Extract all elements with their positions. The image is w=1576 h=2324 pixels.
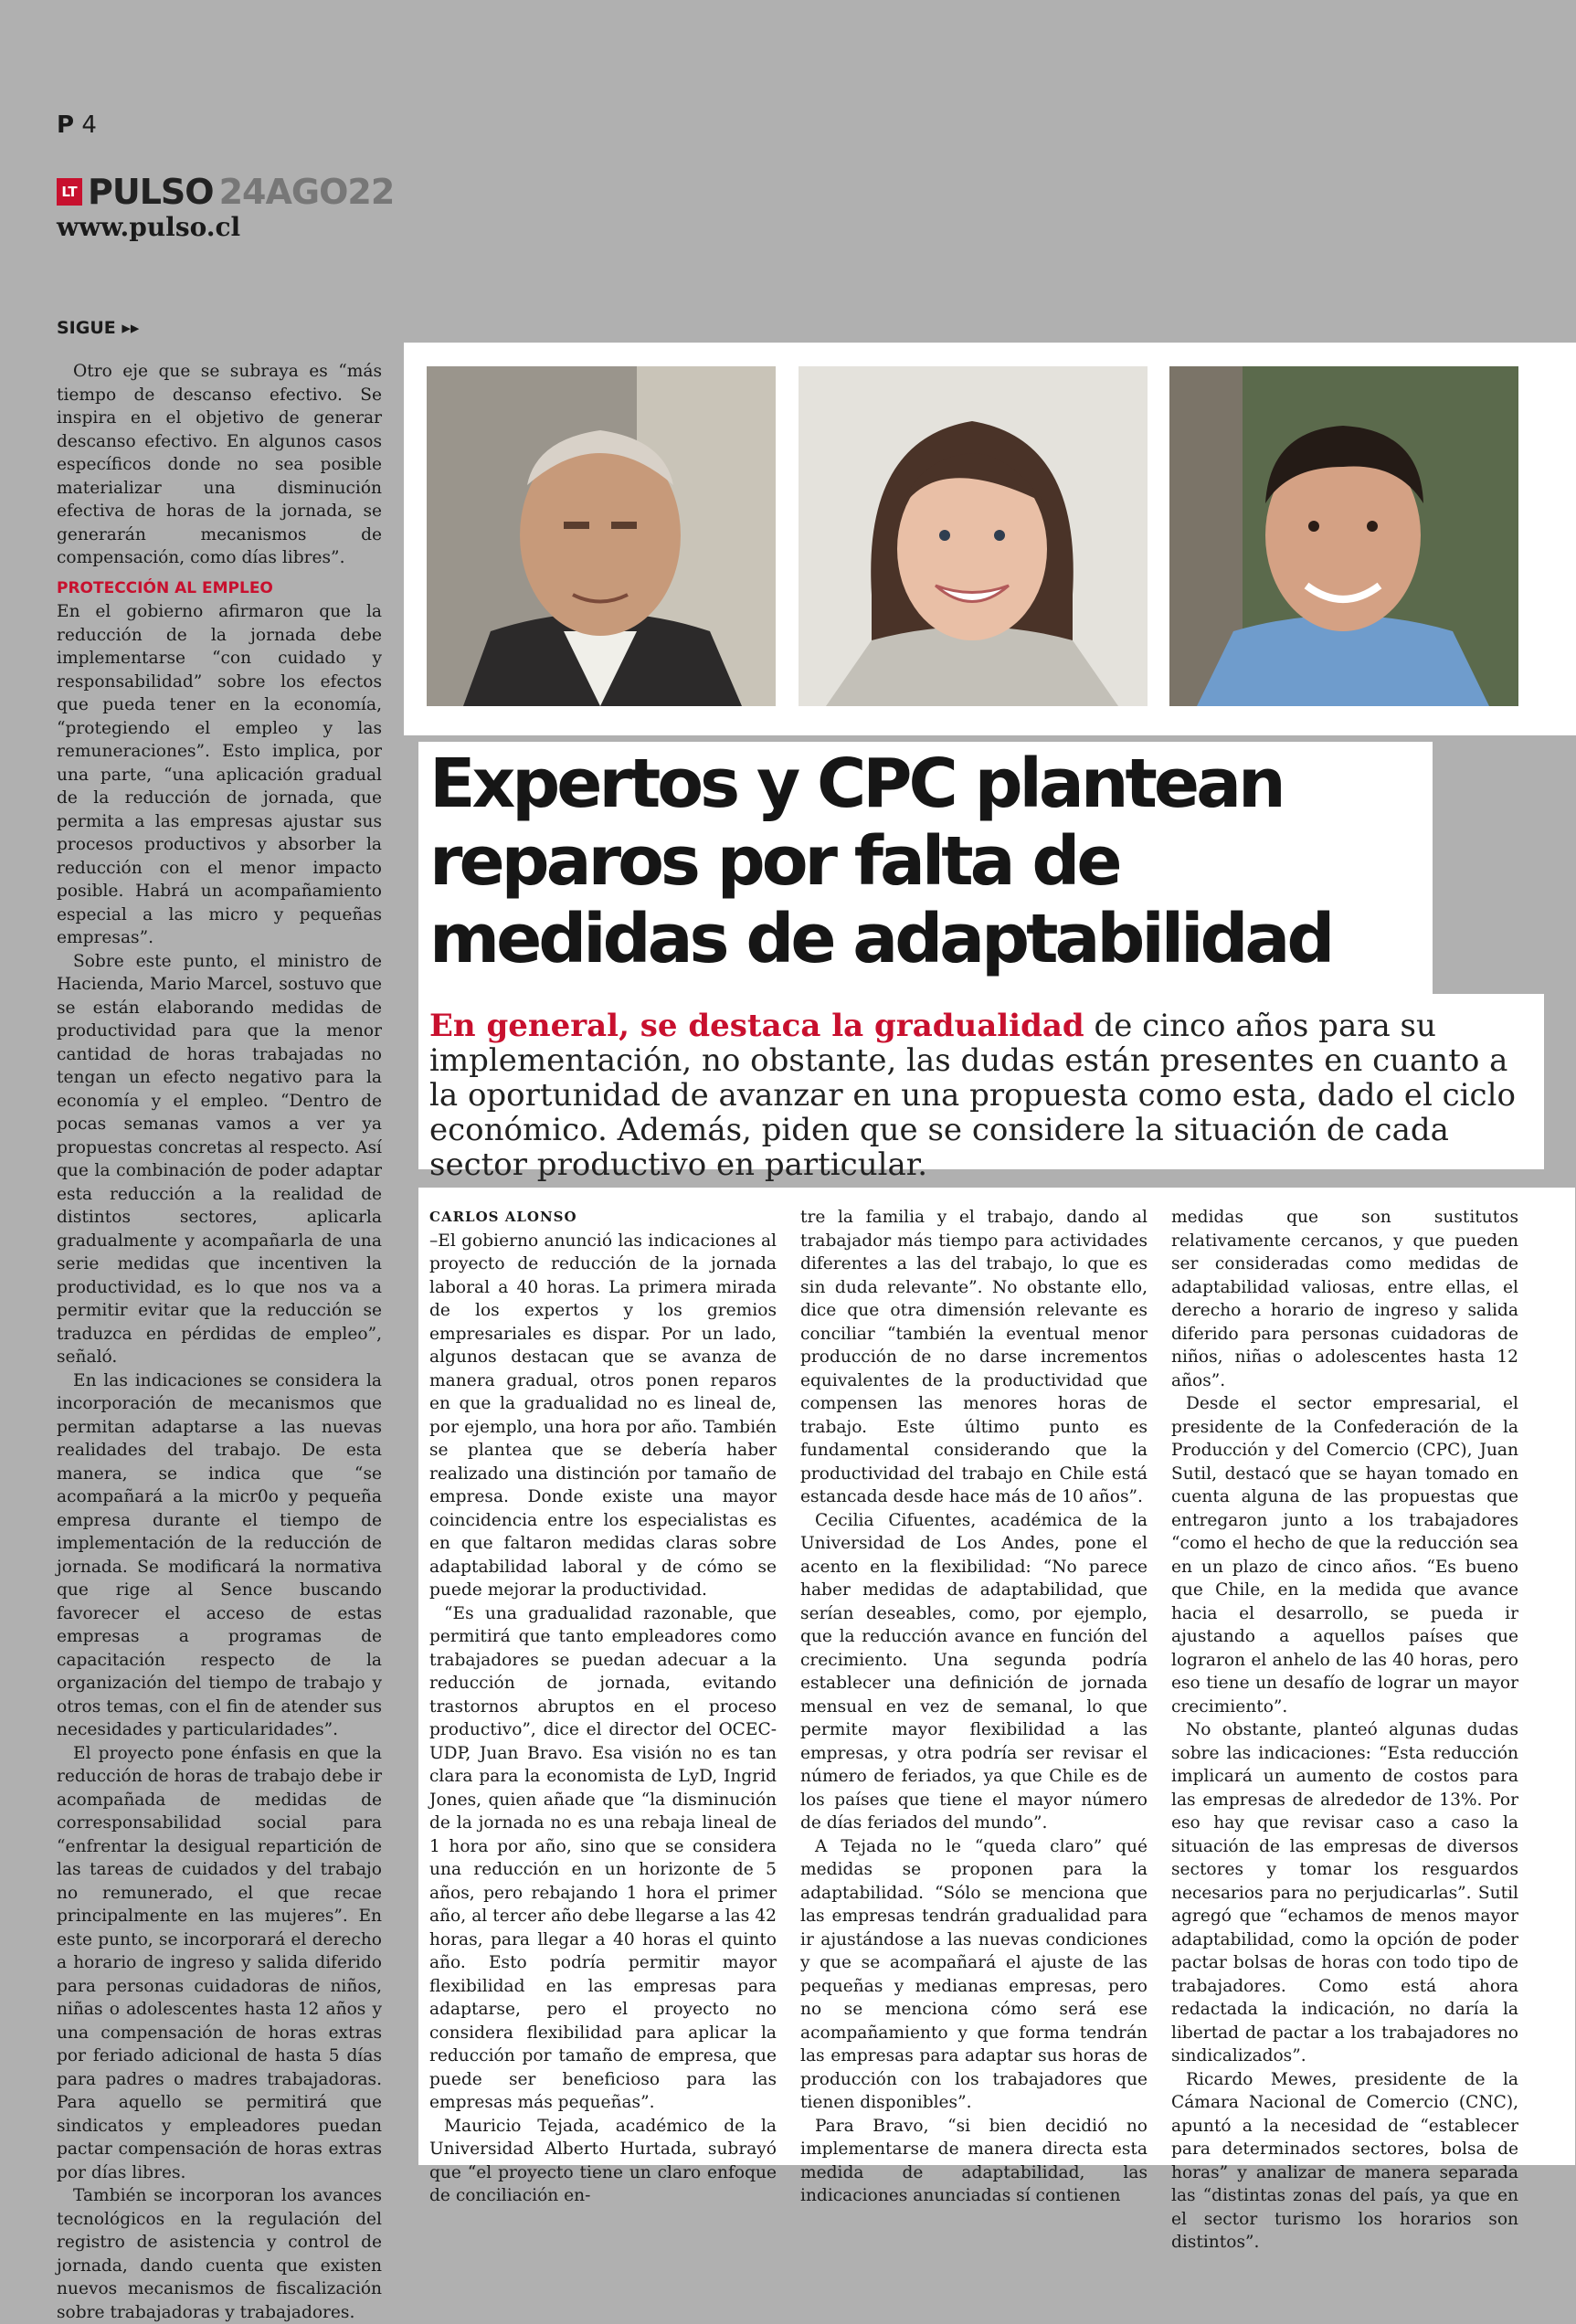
issue-date: 24AGO22 — [218, 172, 395, 212]
article-paragraph: No obstante, planteó algunas dudas sobre las indicaciones: “Esta reducción implicará un aumento de costos para las empresas de alrededor de 13%. Por eso hay que revisar caso a caso la situación de las empresas de diversos sectores y tomar los resguardos necesarios para no perjudicarlas”. Sutil agregó que “echamos de menos mayor adaptabilidad, como la opción de poder pactar bolsas de horas con todo tipo de trabajadores. Como está ahora redactada la indicación, no daría la libertad de pactar a los trabajadores no sindicalizados”. — [1171, 1720, 1518, 2065]
masthead — [57, 172, 394, 212]
article-paragraph: A Tejada no le “queda claro” qué medidas se proponen para la adaptabilidad. “Sólo se menciona que las empresas tendrán gradualidad para ir ajustándose a las nuevas condiciones y que se acompañará el ajuste de las pequeñas y medianas empresas, pero no se menciona cómo será ese acompañamiento y que forma tendrán las empresas para adaptar sus horas de producción con los trabajadores que tienen disponibles”. — [800, 1836, 1148, 2112]
article-paragraph: –El gobierno anunció las indicaciones al proyecto de reducción de la jornada laboral a 40 horas. La primera mirada de los expertos y los gremios empresariales es dispar. Por un lado, algunos destacan que se avanza de manera gradual, otros ponen reparos en que la gradualidad no es lineal de, por ejemplo, una hora por año. También se plantea que se debería haber realizado una distinción por tamaño de empresa. Donde existe una mayor coincidencia entre los especialistas es en que faltaron medidas claras sobre adaptabilidad laboral y de cómo se puede mejorar la productividad. — [429, 1231, 777, 1600]
lt-logo: LT — [57, 178, 82, 206]
subheadline — [429, 1009, 1517, 1182]
left-paragraph: Sobre este punto, el ministro de Hacienda, Mario Marcel, sostuvo que se están elaborando medidas de productividad para que la menor cantidad de horas trabajadas no tengan un efecto negativo para la economía y el empleo. “Dentro de pocas semanas vamos a ver ya propuestas concretas al respecto. Así que la combinación de poder adaptar esta reducción a la realidad de distintos sectores, aplicarla gradualmente y acompañarla de una serie medidas que incentiven la productividad, es lo que nos va a permitir evitar que la reducción se traduzca en pérdidas de empleo”, señaló. — [57, 951, 382, 1367]
headline: Expertos y CPC plantean reparos por falta de medidas de adaptabilidad — [429, 745, 1332, 978]
left-paragraph: También se incorporan los avances tecnológicos en la regulación del registro de asistencia y control de jornada, dando cuenta que existen nuevos mecanismos de fiscalización sobre trabajadoras y trabajadores. — [57, 2186, 382, 2322]
article-paragraph: Cecilia Cifuentes, académica de la Universidad de Los Andes, pone el acento en la flexibilidad: “No parece haber medidas de adaptabilidad, que serían deseables, como, por ejemplo, que la reducción avance en función del crecimiento. Una segunda podría establecer una definición de jornada mensual en vez de semanal, lo que permite mayor flexibilidad a las empresas, y otra podría ser revisar el número de feriados, ya que Chile es de los países que tiene el mayor número de días feriados del mundo”. — [800, 1510, 1148, 1833]
subheadline-highlight: En general, se destaca la gradualidad — [429, 1008, 1084, 1044]
article-paragraph: “Es una gradualidad razonable, que permitirá que tanto empleadores como trabajadores se puedan adecuar a la reducción de jornada, evitando trastornos abruptos en el proceso productivo”, dice el director del OCEC-UDP, Juan Bravo. Esa visión no es tan clara para la economista de LyD, Ingrid Jones, quien añade que “la disminución de la jornada no es una rebaja lineal de 1 hora por año, sino que se considera una reducción en un horizonte de 5 años, pero rebajando 1 hora el primer año, al tercer año debe llegarse a las 42 horas, para llegar a 40 horas el quinto año. Esto podría permitir mayor flexibilidad en las empresas para adaptarse, pero el proyecto no considera flexibilidad para aplicar la reducción por tamaño de empresa, que puede ser beneficioso para las empresas más pequeñas”. — [429, 1603, 777, 2112]
section-label: SIGUE ▸▸ — [57, 318, 140, 338]
article-column-2 — [800, 1206, 1148, 2208]
article-paragraph: Mauricio Tejada, académico de la Universidad Alberto Hurtada, subrayó que “el proyecto tiene un claro enfoque de conciliación en- — [429, 2116, 777, 2205]
left-paragraph: El proyecto pone énfasis en que la reducción de horas de trabajo debe ir acompañada de medidas de corresponsabilidad social para “enfrentar la desigual repartición de las tareas de cuidados y del trabajo no remunerado, el que recae principalmente en las mujeres”. En este punto, se incorporará el derecho a horario de ingreso y salida diferido para personas cuidadoras de niños, niñas o adolescentes hasta 12 años y una compensación de horas extras por feriado adicional de hasta 5 días para padres o madres trabajadoras. Para aquello se permitirá que sindicatos y empleadores puedan pactar compensación de horas extras por días libres. — [57, 1743, 382, 2182]
left-paragraph: En el gobierno afirmaron que la reducción de la jornada debe implementarse “con cuidado y responsabilidad” sobre los efectos que pueda tener en la economía, “protegiendo el empleo y las remuneraciones”. Esto implica, por una parte, “una aplicación gradual de la reducción de jornada, que permita a las empresas ajustar sus procesos productivos y absorber la reducción con el menor impacto posible. Habrá un acompañamiento especial a las micro y pequeñas empresas”. — [57, 602, 382, 947]
photo-panel — [404, 343, 1576, 735]
photo-woman — [799, 366, 1148, 706]
left-paragraph: En las indicaciones se considera la incorporación de mecanismos que permitan adaptarse a las nuevas realidades del trabajo. De esta manera, se indica que “se acompañará a la micr0o y pequeña empresa durante el tiempo de implementación de la reducción de jornada. Se modificará la normativa que rige al Sence buscando favorecer el acceso de estas empresas a programas de capacitación respecto de la organización del tiempo de trabajo y otros temas, con el fin de atender sus necesidades y particularidades”. — [57, 1370, 382, 1739]
left-column — [57, 360, 382, 2324]
brand-name: PULSO — [88, 172, 214, 212]
site-url[interactable]: www.pulso.cl — [57, 212, 241, 242]
article-paragraph: medidas que son sustitutos relativamente cercanos, y que pueden ser consideradas como medidas de adaptabilidad valiosas, entre ellas, el derecho a horario de ingreso y salida diferido para personas cuidadoras de niños, niñas o adolescentes hasta 12 años”. — [1171, 1208, 1518, 1390]
photo-man-older — [427, 366, 776, 706]
article-column-3 — [1171, 1206, 1518, 2255]
photo-man-younger — [1169, 366, 1518, 706]
article-paragraph: Para Bravo, “si bien decidió no implementarse de manera directa esta medida de adaptabilidad, las indicaciones anunciadas sí contienen — [800, 2116, 1148, 2205]
article-paragraph: Desde el sector empresarial, el presidente de la Confederación de la Producción y del Comercio (CPC), Juan Sutil, destacó que se hayan tomado en cuenta alguna de las propuestas que entregaron junto a los trabajadores “como el hecho de que la reducción sea en un plazo de cinco años. “Es bueno que Chile, en la medida que avance hacia el desarrollo, se pueda ir ajustando a aquellos países que lograron el anhelo de las 40 horas, pero eso tiene un desafío de lograr un mayor crecimiento”. — [1171, 1394, 1518, 1717]
subheadline-text: de cinco años para su implementación, no obstante, las dudas están presentes en cuanto a la oportunidad de avanzar en una propuesta como esta, dado el ciclo económico. Además, piden que se considere la situación de cada sector productivo en particular. — [429, 1008, 1516, 1183]
page-number: P 4 — [57, 111, 97, 139]
left-paragraph: Otro eje que se subraya es “más tiempo de descanso efectivo. Se inspira en el objetivo de generar descanso efectivo. En algunos casos específicos donde no sea posible materializar una disminución efectiva de horas de la jornada, se generarán mecanismos de compensación, como días libres”. — [57, 362, 382, 567]
byline: CARLOS ALONSO — [429, 1209, 577, 1225]
article-paragraph: tre la familia y el trabajo, dando al trabajador más tiempo para actividades diferentes a las del trabajo, lo que es sin duda relevante”. No obstante ello, dice que otra dimensión relevante es conciliar “también la eventual menor producción de no darse incrementos equivalentes de la productividad que compensen las menores horas de trabajo. Este último punto es fundamental considerando que la productividad del trabajo en Chile está estancada desde hace más de 10 años”. — [800, 1208, 1148, 1506]
article-paragraph: Ricardo Mewes, presidente de la Cámara Nacional de Comercio (CNC), apuntó a la necesidad de “establecer para determinados sectores, bolsa de horas” y analizar de manera separada las “distintas zonas del país, ya que en el sector turismo los horarios son distintos”. — [1171, 2069, 1518, 2252]
article-column-1 — [429, 1206, 777, 2208]
left-subhead: PROTECCIÓN AL EMPLEO — [57, 578, 273, 597]
